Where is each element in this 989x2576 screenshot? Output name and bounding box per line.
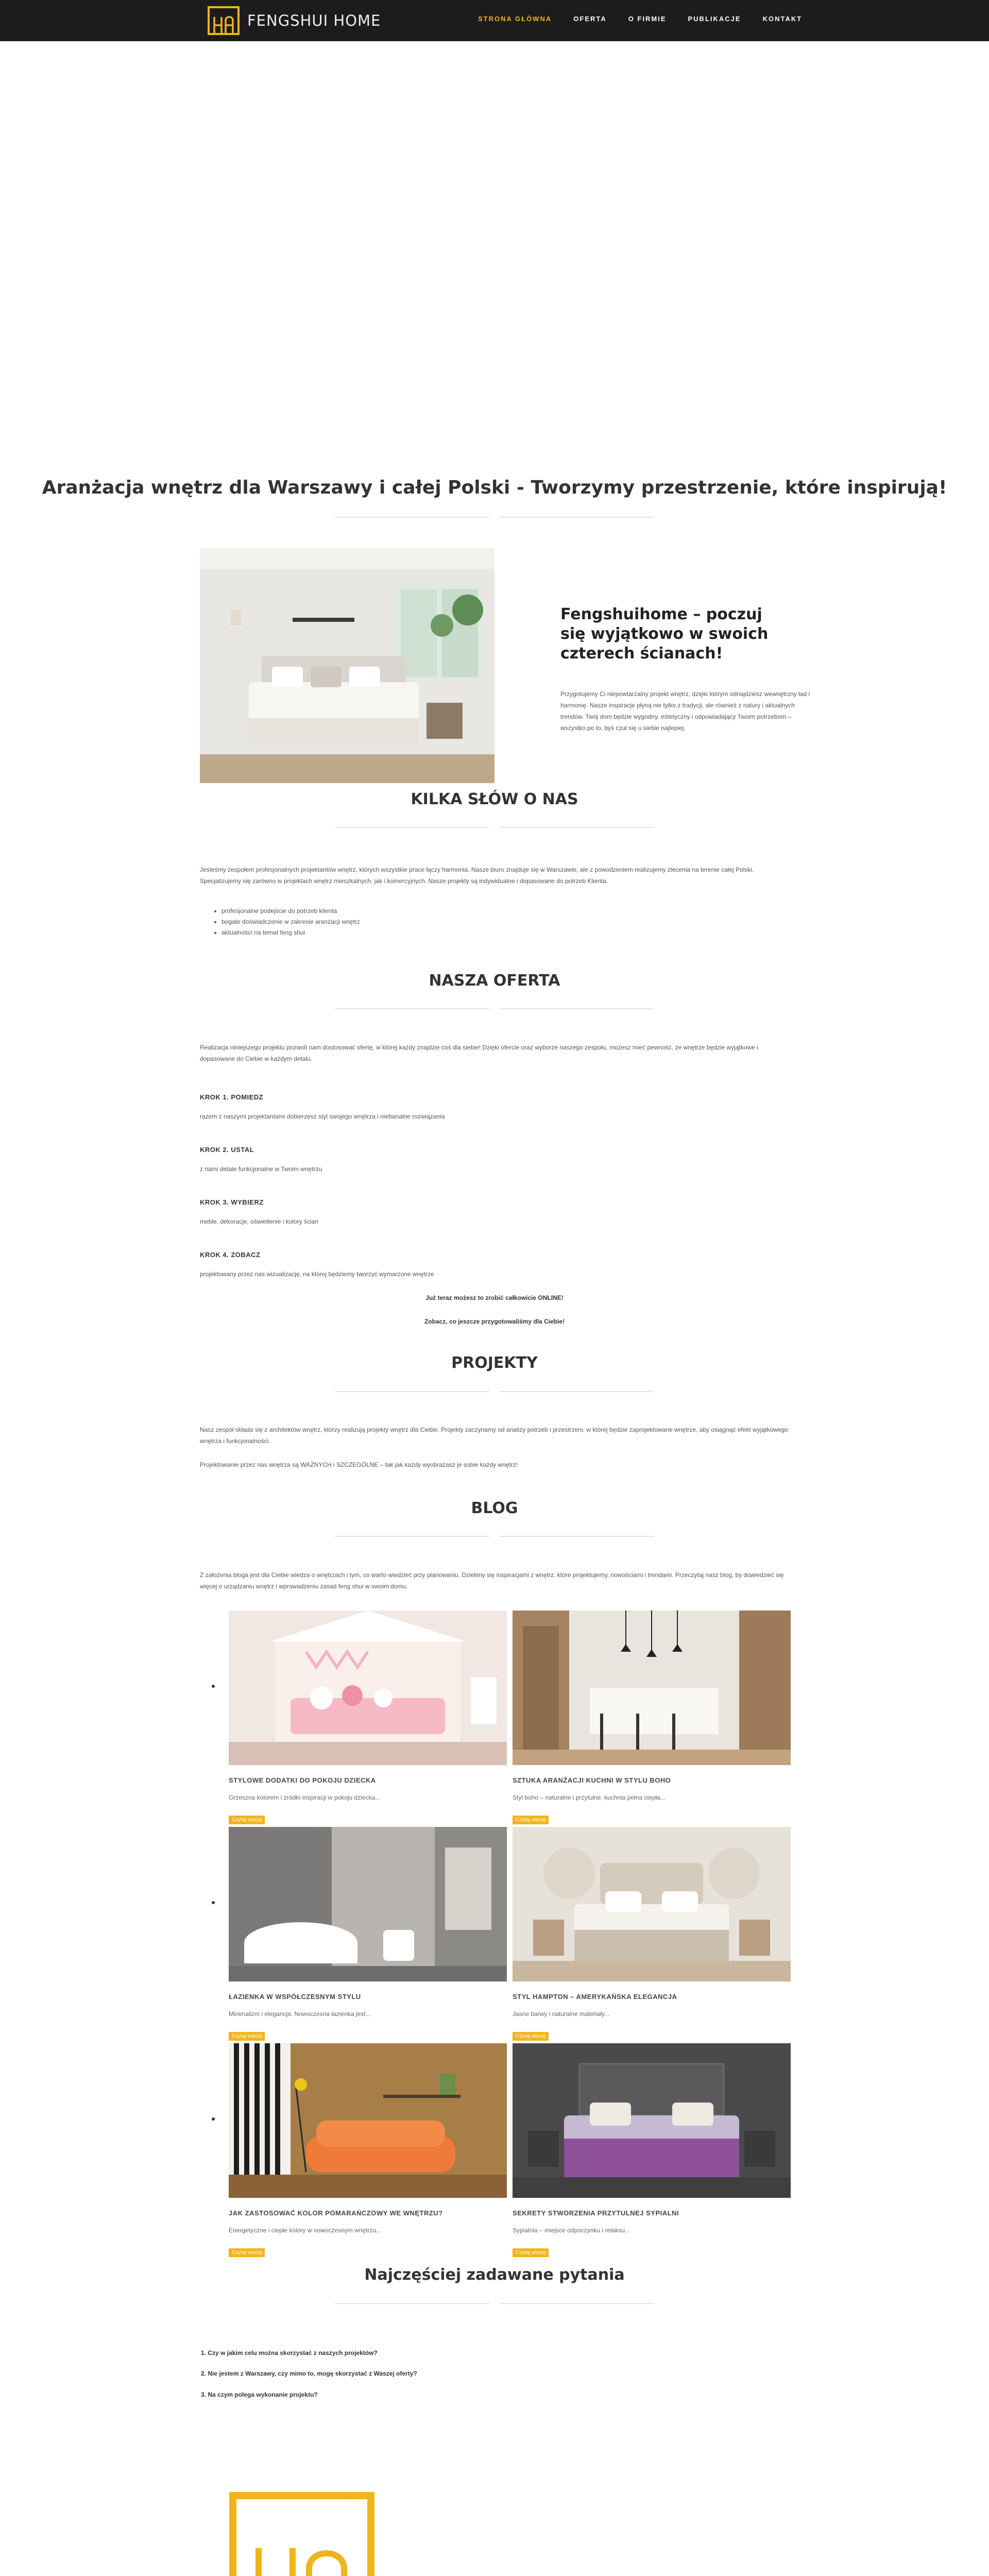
section-title-faq: Najczęściej zadawane pytania [364,2266,625,2284]
projects-text-2: Projektowanie przez nas wnętrza są WAŻNYCH i SZCZEGÓLNE – tak jak każdy wyobrażasz je sobie każdy wnętrz! [200,1461,518,1468]
orange-sofa-image[interactable] [229,2043,507,2198]
blog-post-excerpt: Energetyczne i ciepłe kolory w nowoczesnym wnętrzu... [229,2227,382,2234]
step-text: z nami detale funkcjonalne w Twoim wnętrzu [200,1165,322,1173]
about-text: Jesteśmy zespołem profesjonalnych projektantów wnętrz, których wszystkie prace łączy harmonia. Nasze biuro znajduje się w Warszawie, ale z powodzeniem realizujemy zlecenia na terenie całej Polski. Specjalizujemy się zarówno w projektach wnętrz mieszkalnych, jak i komercyjnych. Nasze projekty są indywidualne i dopasowane do potrzeb Klienta. [200,866,754,885]
blog-card[interactable] [513,2043,791,2257]
step-title: KROK 3. WYBIERZ [200,1198,264,1206]
section-title-projects: PROJEKTY [451,1354,538,1372]
divider [335,1536,489,1537]
list-item: • profesjonalne podejście do potrzeb klienta [221,906,360,917]
top-navigation-bar [0,0,989,41]
nav-item-offer[interactable]: OFERTA [573,15,607,23]
faq-question[interactable]: 2. Nie jestem z Warszawy, czy mimo to, mogę skorzystać z Waszej oferty? [201,2370,417,2377]
blog-post-title[interactable]: JAK ZASTOSOWAĆ KOLOR POMARAŃCZOWY WE WNĘTRZU? [229,2209,443,2217]
step-title: KROK 4. ZOBACZ [200,1251,261,1259]
blog-post-excerpt: Sypialnia – miejsce odpoczynku i relaksu... [513,2227,630,2234]
section-title-blog: BLOG [471,1499,518,1517]
read-more-button[interactable]: Czytaj więcej [513,2248,549,2257]
faq-question[interactable]: 1. Czy w jakim celu można skorzystać z naszych projektów? [201,2349,378,2357]
list-bullet [212,1901,215,1904]
read-more-button[interactable]: Czytaj więcej [229,2032,265,2041]
blog-post-excerpt: Jasne barwy i naturalne materiały... [513,2010,609,2018]
section-title-about: KILKA SŁÓW O NAS [411,790,578,808]
blog-post-title[interactable]: SEKRETY STWORZENIA PRZYTULNEJ SYPIALNI [513,2209,679,2217]
divider [335,1008,489,1009]
divider [500,1536,654,1537]
divider [335,1391,489,1392]
hero-title: Aranżacja wnętrz dla Warszawy i całej Polski - Tworzymy przestrzenie, które inspirują! [42,477,947,498]
read-more-button[interactable]: Czytaj więcej [513,1816,549,1824]
divider [500,1391,654,1392]
bedroom-image [200,548,494,783]
offer-online-note: Już teraz możesz to zrobić całkowicie ONLINE! [425,1294,564,1301]
nav-item-home[interactable]: STRONA GŁÓWNA [478,15,552,23]
blog-post-title[interactable]: STYLOWE DODATKI DO POKOJU DZIECKA [229,1776,376,1784]
footer-logo-icon [229,2492,375,2576]
blog-card[interactable] [229,1827,507,2041]
nav-item-publications[interactable]: PUBLIKACJE [688,15,741,23]
purple-bedroom-image[interactable] [513,2043,791,2198]
blog-post-title[interactable]: STYL HAMPTON – AMERYKAŃSKA ELEGANCJA [513,1993,677,2001]
list-bullet [212,1685,215,1688]
blog-post-excerpt: Styl boho – naturalne i przytulne, kuchnia pełna ciepła... [513,1794,666,1801]
blog-post-title[interactable]: SZTUKA ARANŻACJI KUCHNI W STYLU BOHO [513,1776,671,1784]
divider [335,517,489,518]
list-item: • aktualności na temat feng shui [221,927,360,938]
step-text: projektowany przez nas wizualizację, na której będziemy tworzyć wymarzone wnętrze [200,1270,434,1278]
section-title-offer: NASZA OFERTA [429,972,560,990]
step-text: meble, dekoracje, oświetlenie i kolory ścian [200,1218,319,1225]
intro-text: Przygotujemy Ci niepowtarzalny projekt wnętrz, dzięki którym odnajdziesz wewnętrzny ład i harmonię. Nasze inspiracje płyną nie tylko z tradycji, ale również z natury i aktualnych trendów. Twój dom będzie wygodny, estetyczny i odpowiadający Twoim potrzebom – wszystko po to, byś czuł się u siebie najlepiej. [560,690,810,732]
read-more-button[interactable]: Czytaj więcej [229,2248,265,2257]
kitchen-image[interactable] [513,1611,791,1765]
step-title: KROK 1. POMIEDZ [200,1093,264,1101]
divider [500,517,654,518]
main-nav [478,15,824,23]
intro-heading: Fengshuihome – poczuj się wyjątkowo w swoich czterech ścianach! [560,605,769,663]
blog-post-excerpt: Grzeszna kolorem i źródło inspiracji w pokoju dziecka... [229,1794,381,1801]
divider [335,2303,489,2304]
read-more-button[interactable]: Czytaj więcej [513,2032,549,2041]
step-text: razem z naszymi projektantami dobierzesz styl swojego wnętrza i niebanalne rozwiązania [200,1113,445,1120]
offer-intro: Realizacja niniejszego projektu pozwoli nam dostosować ofertę, w której każdy znajdzie coś dla siebie! Dzięki ofercie oraz wyborze naszego zespołu, możesz mieć pewność, że wnętrze będzie wyjątkowe i dopasowane do Ciebie w każdym detalu. [200,1044,758,1062]
hampton-bedroom-image[interactable] [513,1827,791,1981]
blog-card[interactable] [513,1611,791,1824]
bathroom-image[interactable] [229,1827,507,1981]
divider [500,1008,654,1009]
list-item: • bogate doświadczenie w zakresie aranżacji wnętrz [221,917,360,927]
about-list [212,906,360,938]
brand-name: FENGSHUI HOME [247,12,381,29]
blog-card[interactable] [229,1611,507,1824]
divider [500,827,654,828]
kids-room-image[interactable] [229,1611,507,1765]
blog-intro: Z założenia bloga jest dla Ciebie wiedza o wnętrzach i tym, co warto wiedzieć przy planowaniu. Dzielimy się inspiracjami z wnętrz, które projektujemy, nowościami i trendami. Przeczytaj nasz blog, by dowiedzieć się więcej o urządzaniu wnętrz i wprowadzeniu zasad feng shui w swoim domu. [200,1571,784,1590]
nav-item-contact[interactable]: KONTAKT [762,15,803,23]
logo-icon [207,6,240,36]
brand-logo[interactable] [207,6,381,36]
faq-question[interactable]: 3. Na czym polega wykonanie projektu? [201,2391,318,2398]
nav-item-about[interactable]: O FIRMIE [628,15,667,23]
offer-see-more-note[interactable]: Zobacz, co jeszcze przygotowaliśmy dla Ciebie! [424,1318,565,1325]
blog-post-excerpt: Minimalizm i elegancja. Nowoczesna łazienka jest... [229,2010,371,2018]
divider [335,827,489,828]
projects-text: Nasz zespół składa się z architektów wnętrz, którzy realizują projekty wnętrz dla Ciebie. Projekty zaczynamy od analizy potrzeb i przestrzeni, w której będzie zaprojektowane wnętrze, aby osiągnąć efekt wyjątkowego wnętrza i funkcjonalności. [200,1426,788,1445]
list-bullet [212,2117,215,2121]
read-more-button[interactable]: Czytaj więcej [229,1816,265,1824]
blog-card[interactable] [229,2043,507,2257]
step-title: KROK 2. USTAL [200,1146,254,1154]
divider [500,2303,654,2304]
blog-card[interactable] [513,1827,791,2041]
blog-post-title[interactable]: ŁAZIENKA W WSPÓŁCZESNYM STYLU [229,1993,361,2001]
